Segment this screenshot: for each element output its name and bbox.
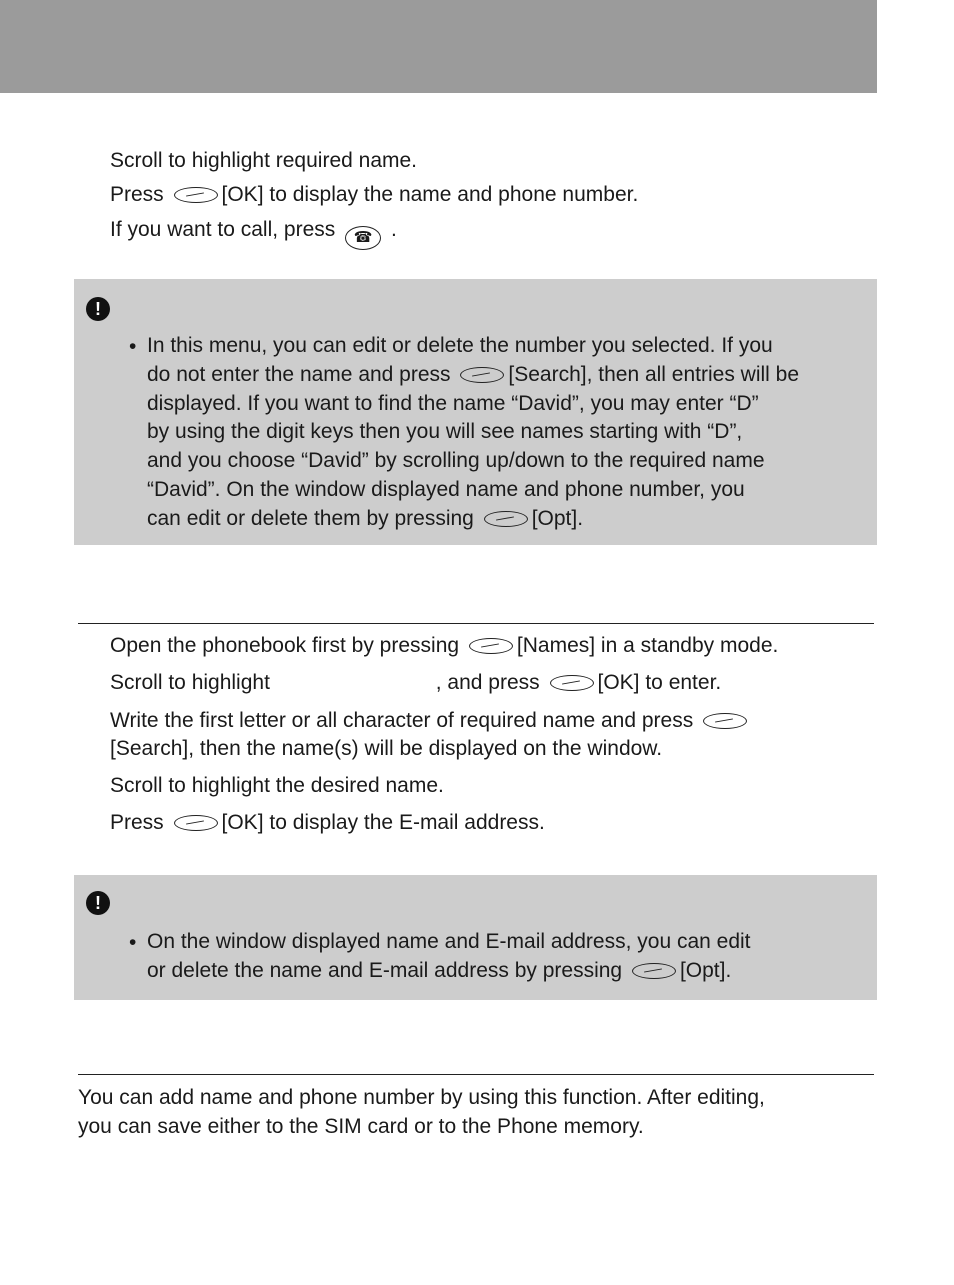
warning-icon: !	[86, 891, 110, 915]
note-box-1	[74, 279, 877, 545]
step-text: .	[385, 218, 397, 241]
note-line: On the window displayed name and E-mail address, you can edit	[147, 930, 751, 953]
step-press-ok	[110, 181, 638, 209]
warning-icon: !	[86, 297, 110, 321]
step-text: [Search], then the name(s) will be displayed on the window.	[110, 737, 663, 760]
step-text: , and press	[435, 671, 546, 694]
note-text-part: can edit or delete them by pressing	[147, 506, 480, 530]
step-scroll-desired	[110, 772, 444, 800]
step-text: Press	[110, 183, 170, 206]
step-text: Press	[110, 811, 170, 834]
note-text-part: [Opt].	[679, 958, 732, 982]
soft-key-icon	[174, 815, 218, 831]
step-text: If you want to call, press	[110, 218, 342, 241]
note-box-2	[74, 875, 877, 1000]
bullet: •	[129, 931, 137, 954]
step-call	[110, 216, 397, 250]
header-band	[0, 0, 877, 93]
section-rule	[78, 623, 874, 624]
note-line: In this menu, you can edit or delete the number you selected. If you	[147, 334, 773, 357]
soft-key-icon	[460, 367, 504, 383]
note-line: “David”. On the window displayed name and phone number, you	[147, 477, 745, 501]
step-scroll-highlight-item	[110, 669, 721, 697]
note-text-part: [Search], then all entries will be	[508, 362, 800, 386]
note-line	[147, 361, 867, 390]
note-line: displayed. If you want to find the name “David”, you may enter “D”	[147, 391, 759, 415]
note-text-part: [Opt].	[531, 506, 584, 530]
step-write-letter	[110, 707, 751, 735]
note-text-part: or delete the name and E-mail address by pressing	[147, 958, 628, 982]
soft-key-icon	[469, 638, 513, 654]
step-press-ok-email	[110, 809, 545, 837]
step-text: [OK] to display the name and phone number.	[221, 183, 639, 206]
step-open-phonebook	[110, 632, 778, 660]
step-text: [OK] to display the E-mail address.	[221, 811, 545, 834]
step-text: Scroll to highlight required name.	[110, 149, 418, 172]
soft-key-icon	[632, 963, 676, 979]
step-text: Scroll to highlight the desired name.	[110, 774, 444, 797]
step-text: Scroll to highlight	[110, 671, 276, 694]
step-text: Write the first letter or all character of required name and press	[110, 709, 700, 732]
note-text	[147, 928, 867, 986]
bullet: •	[129, 335, 137, 358]
soft-key-icon	[484, 511, 528, 527]
step-text: Open the phonebook first by pressing	[110, 634, 465, 657]
note-text-part: do not enter the name and press	[147, 362, 457, 386]
soft-key-icon	[550, 675, 594, 691]
note-text	[147, 332, 867, 534]
soft-key-icon	[174, 187, 218, 203]
note-line	[147, 957, 867, 986]
note-line: and you choose “David” by scrolling up/down to the required name	[147, 449, 765, 473]
note-line: by using the digit keys then you will see names starting with “D”,	[147, 420, 743, 444]
soft-key-icon	[703, 713, 747, 729]
step-text: [OK] to enter.	[597, 671, 722, 694]
paragraph-line: you can save either to the SIM card or to the Phone memory.	[78, 1115, 644, 1138]
paragraph-line: You can add name and phone number by using this function. After editing,	[78, 1086, 765, 1109]
step-scroll-highlight	[110, 147, 417, 175]
section-rule	[78, 1074, 874, 1075]
note-line	[147, 505, 867, 534]
call-key-icon: ☎	[345, 226, 381, 250]
step-write-letter-cont	[110, 735, 662, 763]
step-text: [Names] in a standby mode.	[516, 634, 779, 657]
